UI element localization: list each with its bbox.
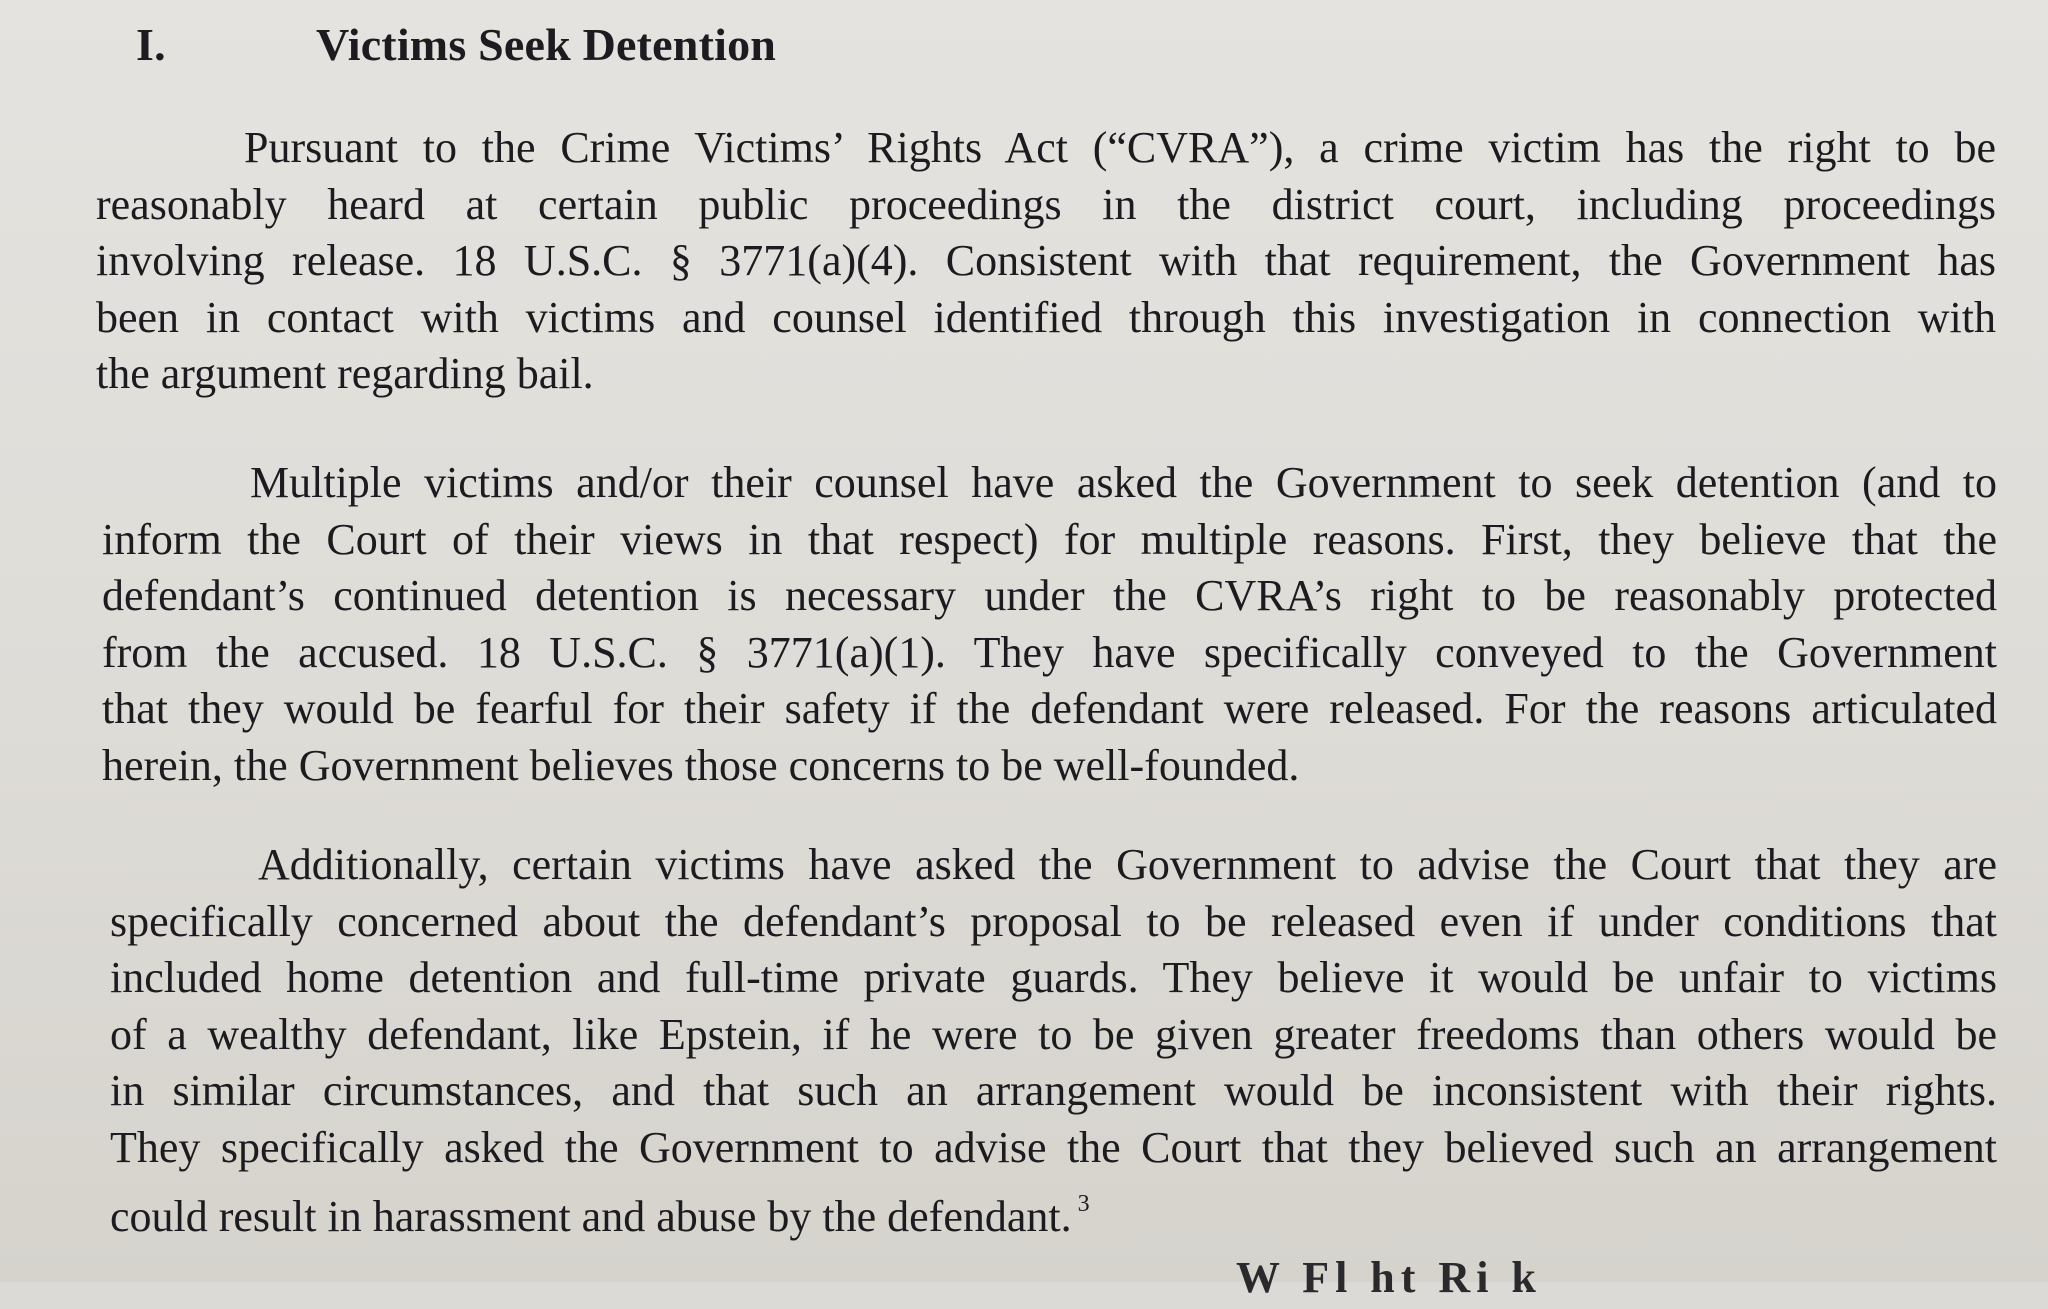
section-title: Victims Seek Detention xyxy=(316,19,777,70)
paragraph-additionally xyxy=(110,837,1997,1241)
paragraph-line: defendant’s continued detention is necessary under the CVRA’s right to be reasonably protected xyxy=(102,571,1997,620)
document-page xyxy=(96,0,2008,1302)
paragraph-line: from the accused. 18 U.S.C. § 3771(a)(1). They have specifically conveyed to the Government xyxy=(102,627,1997,677)
paragraph-multiple-victims xyxy=(102,455,1997,794)
paragraph-line: Multiple victims and/or their counsel have asked the Government to seek detention (and to xyxy=(250,458,1997,507)
cutoff-next-heading xyxy=(1236,1253,1856,1302)
paragraph-line: inform the Court of their views in that respect) for multiple reasons. First, they believe that the xyxy=(102,514,1997,564)
paragraph-line: Pursuant to the Crime Victims’ Rights Act (“CVRA”), a crime victim has the right to be xyxy=(244,123,1996,172)
paragraph-line: of a wealthy defendant, like Epstein, if he were to be given greater freedoms than others would be xyxy=(110,1009,1997,1059)
footnote-marker[interactable]: 3 xyxy=(1077,1191,1090,1217)
paragraph-line-last xyxy=(110,1176,1997,1241)
paragraph-line: involving release. 18 U.S.C. § 3771(a)(4). Consistent with that requirement, the Government has xyxy=(96,236,1996,285)
cutoff-heading-text: W Fl ht Ri k xyxy=(1236,1253,1542,1302)
paragraph-cvra xyxy=(96,120,1996,403)
paragraph-line: herein, the Government believes those concerns to be well-founded. xyxy=(102,740,1300,790)
paragraph-line: the argument regarding bail. xyxy=(96,349,594,398)
section-number: I. xyxy=(136,19,166,70)
paragraph-line: specifically concerned about the defendant’s proposal to be released even if under conditions that xyxy=(110,896,1997,946)
paragraph-line: been in contact with victims and counsel identified through this investigation in connection with xyxy=(96,292,1996,342)
paragraph-line: Additionally, certain victims have asked the Government to advise the Court that they are xyxy=(258,840,1997,889)
paragraph-line: that they would be fearful for their safety if the defendant were released. For the reasons articulated xyxy=(102,684,1997,733)
paragraph-line: included home detention and full-time private guards. They believe it would be unfair to victims xyxy=(110,953,1997,1002)
paragraph-line-text: could result in harassment and abuse by the defendant. xyxy=(110,1192,1072,1241)
paragraph-line: in similar circumstances, and that such an arrangement would be inconsistent with their rights. xyxy=(110,1066,1997,1115)
paragraph-line: reasonably heard at certain public proceedings in the district court, including proceedings xyxy=(96,179,1996,229)
paragraph-line: They specifically asked the Government to advise the Court that they believed such an arrangement xyxy=(110,1122,1997,1172)
